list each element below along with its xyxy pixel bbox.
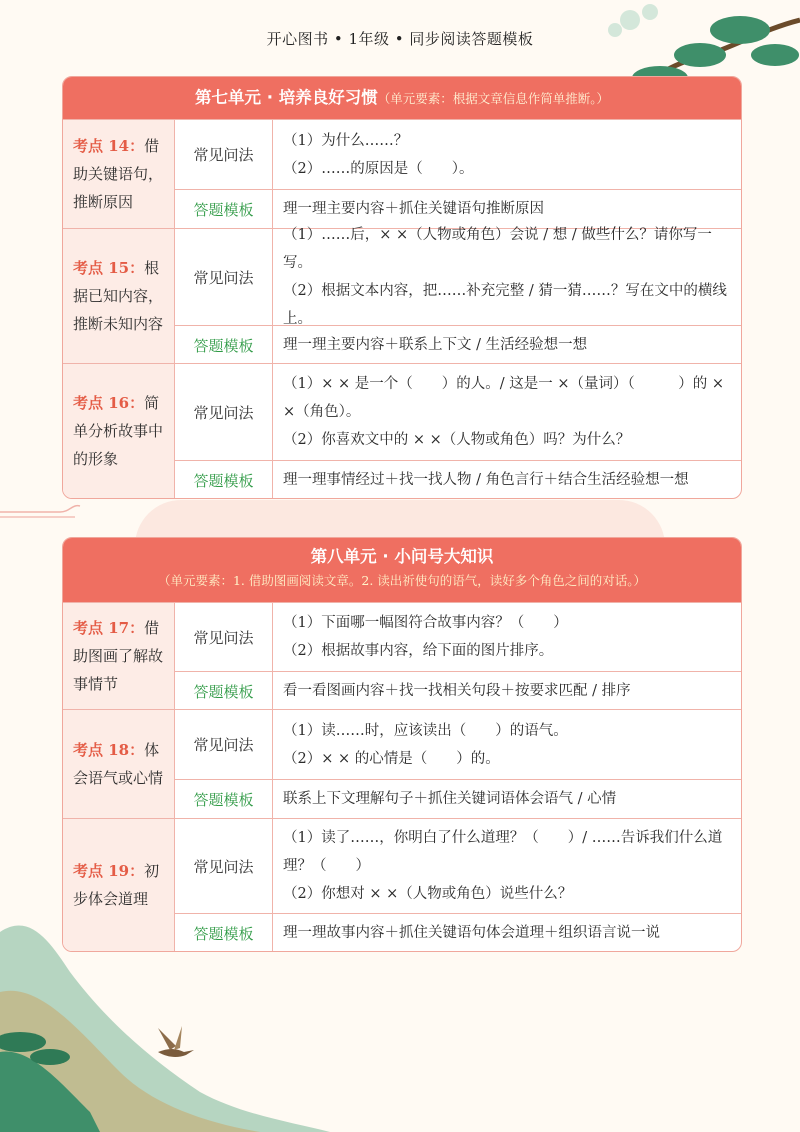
answer-row: [175, 913, 741, 952]
answer-text: 理一理故事内容＋抓住关键语句体会道理＋组织语言说一说: [283, 925, 660, 941]
unit-7-table: [62, 76, 742, 499]
question-label: 常见问法: [175, 120, 273, 189]
point-row: [63, 119, 741, 228]
question-line: （2）你喜欢文中的 × ×（人物或角色）吗？为什么？: [283, 432, 631, 448]
page-header: 开心图书 • 1年级 • 同步阅读答题模板: [266, 30, 534, 48]
bird-decoration: [148, 1022, 198, 1064]
point-title: [63, 819, 175, 951]
point-title: [63, 603, 175, 709]
point-row: [63, 709, 741, 818]
question-label: 常见问法: [175, 229, 273, 325]
point-text: 借助关键语句，推断原因: [73, 137, 164, 211]
answer-row: [175, 325, 741, 364]
question-line: （2）根据文本内容，把……补充完整 / 猜一猜……？写在文中的横线上。: [283, 283, 727, 327]
answer-label: 答题模板: [175, 780, 273, 818]
answer-label: 答题模板: [175, 326, 273, 364]
point-number: 考点 14：: [73, 137, 145, 155]
point-text: 体会语气或心情: [73, 741, 164, 787]
answer-text: 理一理主要内容＋联系上下文 / 生活经验想一想: [283, 337, 588, 353]
unit-title: 第七单元 · 培养良好习惯: [194, 88, 378, 107]
point-text: 根据已知内容，推断未知内容: [73, 259, 164, 333]
point-row: [63, 363, 741, 498]
point-title: [63, 710, 175, 818]
question-row: [175, 710, 741, 779]
question-row: [175, 229, 741, 325]
answer-label: 答题模板: [175, 190, 273, 228]
point-title: [63, 229, 175, 363]
question-label: 常见问法: [175, 710, 273, 779]
point-text: 借助图画了解故事情节: [73, 619, 164, 693]
answer-label: 答题模板: [175, 461, 273, 499]
answer-text: 看一看图画内容＋找一找相关句段＋按要求匹配 / 排序: [283, 683, 631, 699]
answer-row: [175, 460, 741, 499]
question-line: （2）根据故事内容，给下面的图片排序。: [283, 643, 554, 659]
question-label: 常见问法: [175, 819, 273, 913]
point-number: 考点 15：: [73, 259, 145, 277]
unit-title: 第八单元 · 小问号大知识: [310, 547, 494, 566]
unit-requirement: （单元要素：根据文章信息作简单推断。）: [377, 91, 610, 106]
question-row: [175, 120, 741, 189]
unit-requirement: （单元要素：1. 借助图画阅读文章。2. 读出祈使句的语气，读好多个角色之间的对话。）: [157, 573, 647, 588]
unit-7-header: [63, 77, 741, 119]
point-number: 考点 18：: [73, 741, 145, 759]
question-row: [175, 603, 741, 671]
answer-label: 答题模板: [175, 914, 273, 952]
question-row: [175, 819, 741, 913]
answer-row: [175, 671, 741, 710]
question-line: （2）……的原因是（ ）。: [283, 160, 474, 177]
cloud-line-decoration: [0, 502, 90, 522]
question-line: （2）你想对 × ×（人物或角色）说些什么？: [283, 886, 573, 902]
question-line: （1）读……时，应该读出（ ）的语气。: [283, 722, 568, 739]
answer-row: [175, 779, 741, 818]
point-row: [63, 818, 741, 951]
point-number: 考点 19：: [73, 862, 145, 880]
point-text: 初步体会道理: [73, 862, 160, 908]
point-row: [63, 602, 741, 709]
question-label: 常见问法: [175, 364, 273, 460]
point-title: [63, 120, 175, 228]
point-title: [63, 364, 175, 498]
question-line: （1）× × 是一个（ ）的人。/ 这是一 ×（量词）（ ）的 × ×（角色）。: [283, 376, 725, 420]
question-line: （1）……后，× ×（人物或角色）会说 / 想 / 做些什么？请你写一写。: [283, 227, 712, 271]
point-row: [63, 228, 741, 363]
point-number: 考点 17：: [73, 619, 145, 637]
answer-text: 理一理事情经过＋找一找人物 / 角色言行＋结合生活经验想一想: [283, 472, 689, 488]
unit-8-header: [63, 538, 741, 602]
answer-text: 理一理主要内容＋抓住关键语句推断原因: [283, 201, 544, 217]
point-number: 考点 16：: [73, 394, 145, 412]
answer-label: 答题模板: [175, 672, 273, 710]
question-label: 常见问法: [175, 603, 273, 671]
unit-8-table: [62, 537, 742, 952]
point-text: 简单分析故事中的形象: [73, 394, 164, 468]
question-line: （1）下面哪一幅图符合故事内容？（ ）: [283, 615, 568, 631]
question-line: （1）为什么……？: [283, 132, 409, 149]
answer-text: 联系上下文理解句子＋抓住关键词语体会语气 / 心情: [283, 791, 617, 807]
question-row: [175, 364, 741, 460]
question-line: （1）读了……，你明白了什么道理？（ ）/ ……告诉我们什么道理？（ ）: [283, 830, 723, 874]
question-line: （2）× × 的心情是（ ）的。: [283, 750, 500, 767]
